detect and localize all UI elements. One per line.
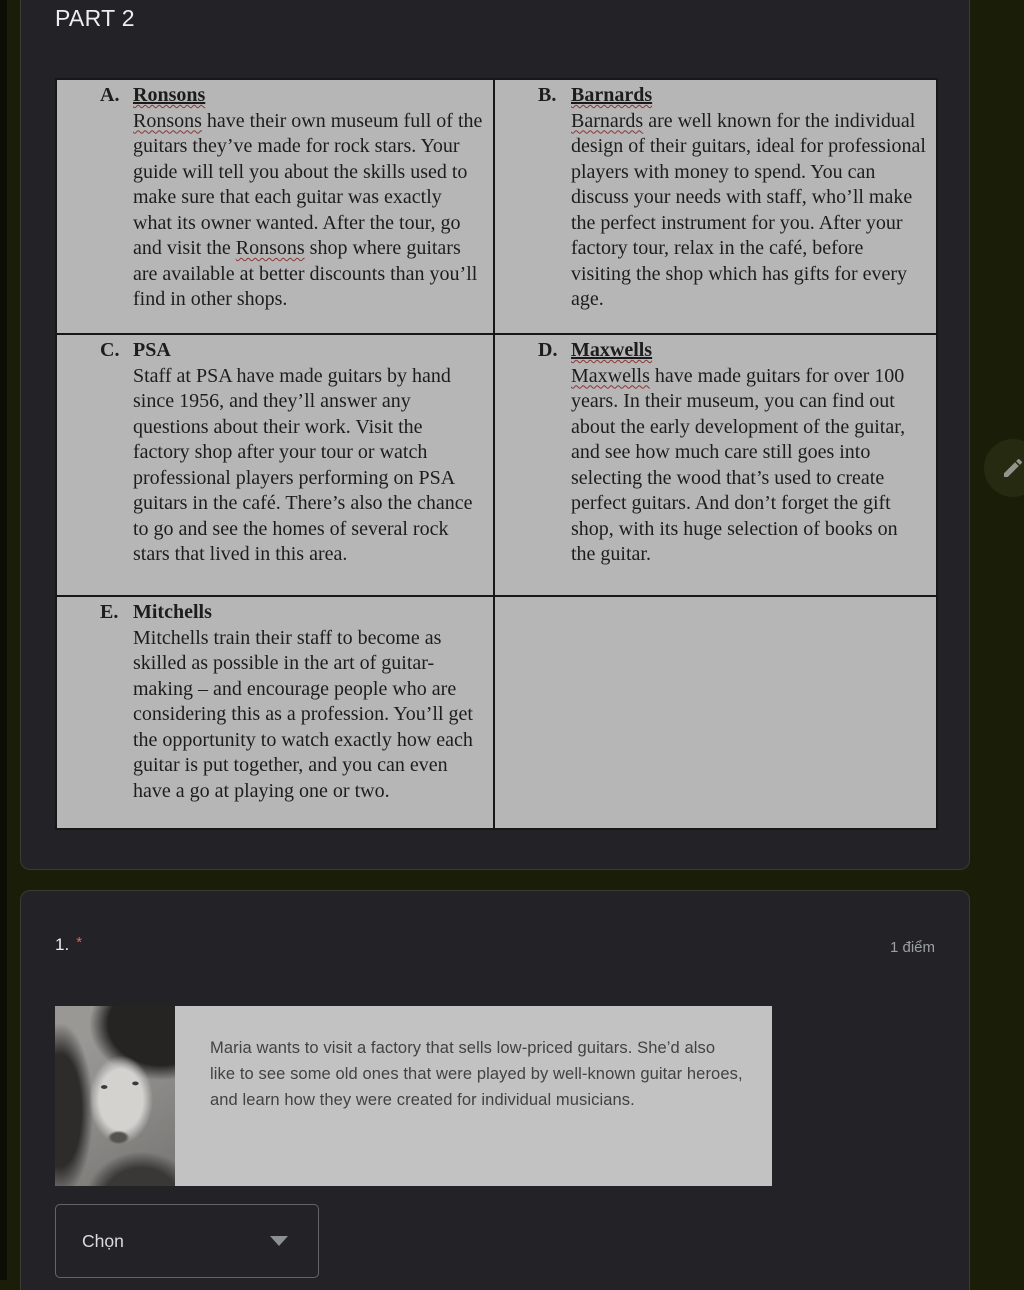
- cell-body: Maxwells have made guitars for over 100 years. In their museum, you can find out about the early development of the guitar, and see how much care still goes into selecting the wood that’s used to create perfect guitars. And don’t forget the gift shop, with its huge selection of books on the guitar.: [571, 364, 906, 565]
- question-image-text: Maria wants to visit a factory that sells low-priced guitars. She’d also like to see some old ones that were played by well-known guitar heroes, and learn how they were created for individual musicians.: [210, 1039, 743, 1109]
- reading-table-cell: [495, 597, 936, 828]
- page-edge-strip: [0, 0, 7, 1280]
- cell-letter: D.: [538, 339, 558, 361]
- cell-title: Barnards: [571, 84, 653, 106]
- cell-content: [571, 83, 926, 333]
- question-number: [55, 935, 82, 955]
- cell-title: Ronsons: [133, 84, 206, 106]
- reading-table-grid: [57, 80, 936, 828]
- maria-photo: [55, 1006, 175, 1186]
- reading-passage-image: [55, 78, 938, 830]
- cell-letter: C.: [100, 339, 120, 361]
- edit-button[interactable]: [984, 439, 1024, 497]
- cell-content: [133, 83, 483, 333]
- question-card: [20, 890, 970, 1290]
- cell-body: Barnards are well known for the individual design of their guitars, ideal for professional players with money to spend. You can discuss your needs with staff, who’ll make the perfect instrument for you. After your factory tour, relax in the café, before visiting the shop which has gifts for every age.: [571, 109, 926, 310]
- cell-letter: E.: [100, 601, 119, 623]
- cell-body: Ronsons have their own museum full of the guitars they’ve made for rock stars. Your guide will tell you about the skills used to make sure that each guitar was exactly what its owner wanted. After the tour, go and visit the Ronsons shop where guitars are available at better discounts than you’ll find in other shops.: [133, 109, 483, 310]
- cell-content: [133, 600, 483, 828]
- cell-title: Maxwells: [571, 339, 653, 361]
- section-card: [20, 0, 970, 870]
- cell-body: Staff at PSA have made guitars by hand since 1956, and they’ll answer any questions about their work. Visit the factory shop after your tour or watch professional players performing on PSA guitars in the café. There’s also the chance to go and see the homes of several rock stars that lived in this area.: [133, 364, 473, 565]
- section-title: PART 2: [55, 5, 135, 31]
- cell-body: Mitchells train their staff to become as skilled as possible in the art of guitar-making – and encourage people who are considering this as a profession. You’ll get the opportunity to watch exactly how each guitar is put together, and you can even have a go at playing one or two.: [133, 626, 473, 802]
- reading-table-cell: [57, 597, 495, 828]
- answer-dropdown[interactable]: [55, 1204, 319, 1278]
- reading-table-cell: [495, 80, 936, 335]
- reading-table-cell: [57, 80, 495, 335]
- reading-table-cell: [57, 335, 495, 597]
- caret-down-icon: [270, 1236, 288, 1246]
- points-badge: 1 điểm: [889, 939, 935, 956]
- cell-title: PSA: [133, 339, 171, 361]
- reading-table-cell: [495, 335, 936, 597]
- required-asterisk: *: [76, 934, 83, 951]
- pencil-icon: [1001, 456, 1024, 480]
- cell-content: [133, 338, 483, 595]
- question-image: [55, 1006, 772, 1186]
- cell-letter: A.: [100, 84, 120, 106]
- question-number-text: 1.: [55, 935, 70, 954]
- cell-letter: B.: [538, 84, 557, 106]
- cell-content: [571, 338, 926, 595]
- dropdown-selected-value: Chọn: [82, 1230, 124, 1251]
- cell-title: Mitchells: [133, 601, 212, 623]
